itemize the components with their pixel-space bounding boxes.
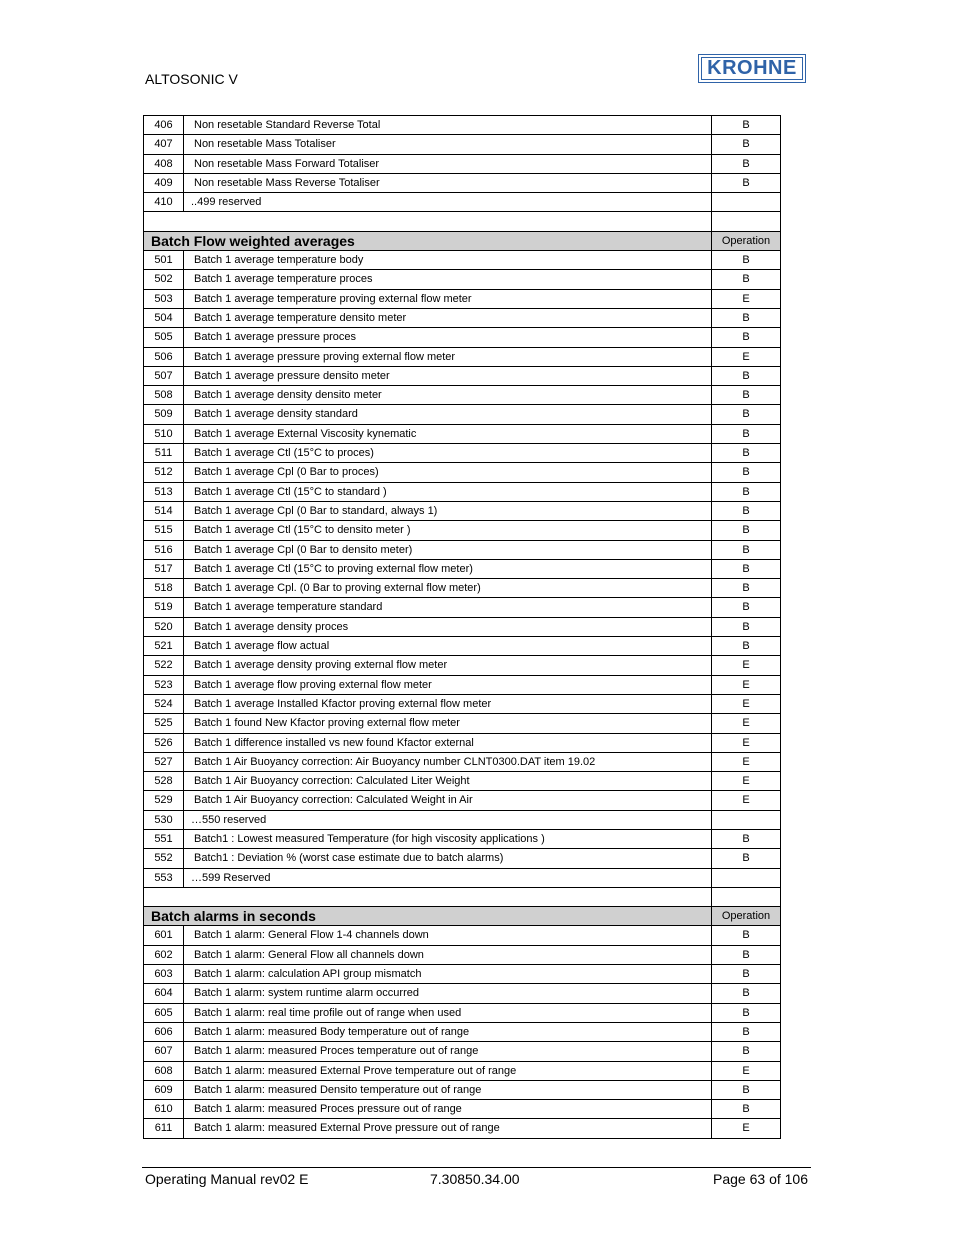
- operation-mode: B: [712, 559, 781, 578]
- register-description: Batch 1 difference installed vs new found Kfactor external: [184, 733, 712, 752]
- footer-doc-number: 7.30850.34.00: [430, 1171, 520, 1187]
- operation-mode: B: [712, 926, 781, 945]
- operation-mode: B: [712, 521, 781, 540]
- operation-mode: B: [712, 965, 781, 984]
- operation-mode: B: [712, 598, 781, 617]
- register-number: 608: [144, 1061, 184, 1080]
- operation-mode: B: [712, 1080, 781, 1099]
- register-number: 518: [144, 579, 184, 598]
- register-number: 552: [144, 849, 184, 868]
- operation-mode: B: [712, 849, 781, 868]
- register-number: 529: [144, 791, 184, 810]
- operation-mode: E: [712, 694, 781, 713]
- register-description: Batch 1 Air Buoyancy correction: Air Buoyancy number CLNT0300.DAT item 19.02: [184, 752, 712, 771]
- operation-mode: E: [712, 714, 781, 733]
- register-description: Batch 1 alarm: General Flow 1-4 channels down: [184, 926, 712, 945]
- register-number: 517: [144, 559, 184, 578]
- register-number: 510: [144, 424, 184, 443]
- register-description: Batch 1 alarm: measured Proces pressure out of range: [184, 1100, 712, 1119]
- register-number: 502: [144, 270, 184, 289]
- register-description: Batch 1 Air Buoyancy correction: Calculated Weight in Air: [184, 791, 712, 810]
- section-title: Batch alarms in seconds: [144, 907, 712, 926]
- table-row: [144, 656, 781, 675]
- register-description: …599 Reserved: [184, 868, 712, 887]
- register-number: 513: [144, 482, 184, 501]
- table-row: [144, 810, 781, 829]
- register-description: Batch 1 average density proving external flow meter: [184, 656, 712, 675]
- operation-mode: B: [712, 424, 781, 443]
- register-description: Batch 1 average flow proving external flow meter: [184, 675, 712, 694]
- register-number: 521: [144, 637, 184, 656]
- document-title: ALTOSONIC V: [145, 71, 238, 87]
- section-header-row: [144, 231, 781, 250]
- table-row: [144, 926, 781, 945]
- register-description: Batch 1 average Ctl (15°C to standard ): [184, 482, 712, 501]
- logo-text: KROHNE: [701, 57, 803, 80]
- register-description: Batch 1 average temperature proces: [184, 270, 712, 289]
- register-description: Batch1 : Deviation % (worst case estimate due to batch alarms): [184, 849, 712, 868]
- operation-mode: B: [712, 1003, 781, 1022]
- register-number: 505: [144, 328, 184, 347]
- table-row: [144, 694, 781, 713]
- blank-cell: [712, 887, 781, 906]
- register-description: Batch 1 average temperature standard: [184, 598, 712, 617]
- operation-mode: B: [712, 1022, 781, 1041]
- register-number: 524: [144, 694, 184, 713]
- register-number: 528: [144, 772, 184, 791]
- register-description: Batch 1 found New Kfactor proving external flow meter: [184, 714, 712, 733]
- operation-mode: E: [712, 289, 781, 308]
- register-description: Batch 1 average Cpl (0 Bar to proces): [184, 463, 712, 482]
- register-number: 406: [144, 116, 184, 135]
- register-description: Batch 1 average Cpl (0 Bar to densito meter): [184, 540, 712, 559]
- table-row: [144, 1003, 781, 1022]
- table-row: [144, 1061, 781, 1080]
- register-description: Batch 1 alarm: calculation API group mismatch: [184, 965, 712, 984]
- table-row: [144, 868, 781, 887]
- register-description: Batch 1 average pressure densito meter: [184, 366, 712, 385]
- table-row: [144, 154, 781, 173]
- register-number: 519: [144, 598, 184, 617]
- register-description: Batch 1 average Ctl (15°C to proving external flow meter): [184, 559, 712, 578]
- register-description: Batch 1 alarm: measured Proces temperature out of range: [184, 1042, 712, 1061]
- table-row: [144, 270, 781, 289]
- register-description: Non resetable Mass Reverse Totaliser: [184, 173, 712, 192]
- operation-column-header: Operation: [712, 907, 781, 926]
- register-number: 503: [144, 289, 184, 308]
- register-number: 601: [144, 926, 184, 945]
- register-description: Batch1 : Lowest measured Temperature (for high viscosity applications ): [184, 829, 712, 848]
- table-row: [144, 424, 781, 443]
- register-description: ..499 reserved: [184, 193, 712, 212]
- table-row: [144, 540, 781, 559]
- register-description: Non resetable Mass Forward Totaliser: [184, 154, 712, 173]
- register-description: Batch 1 alarm: measured Body temperature out of range: [184, 1022, 712, 1041]
- register-number: 407: [144, 135, 184, 154]
- register-number: 527: [144, 752, 184, 771]
- register-number: 553: [144, 868, 184, 887]
- table-row: [144, 579, 781, 598]
- operation-mode: B: [712, 405, 781, 424]
- table-row: [144, 849, 781, 868]
- table-row: [144, 173, 781, 192]
- operation-mode: E: [712, 772, 781, 791]
- register-description: …550 reserved: [184, 810, 712, 829]
- table-row: [144, 598, 781, 617]
- operation-mode: E: [712, 752, 781, 771]
- register-description: Batch 1 average flow actual: [184, 637, 712, 656]
- register-number: 515: [144, 521, 184, 540]
- table-row: [144, 1080, 781, 1099]
- register-number: 512: [144, 463, 184, 482]
- register-number: 522: [144, 656, 184, 675]
- section-title: Batch Flow weighted averages: [144, 231, 712, 250]
- register-number: 607: [144, 1042, 184, 1061]
- table-row: [144, 637, 781, 656]
- register-number: 501: [144, 251, 184, 270]
- blank-row: [144, 887, 781, 906]
- operation-mode: B: [712, 540, 781, 559]
- register-description: Batch 1 alarm: measured Densito temperature out of range: [184, 1080, 712, 1099]
- operation-mode: E: [712, 733, 781, 752]
- register-number: 507: [144, 366, 184, 385]
- section-header-row: [144, 907, 781, 926]
- operation-mode: B: [712, 829, 781, 848]
- table-row: [144, 965, 781, 984]
- register-number: 410: [144, 193, 184, 212]
- register-number: 609: [144, 1080, 184, 1099]
- register-description: Batch 1 average density standard: [184, 405, 712, 424]
- table-row: [144, 984, 781, 1003]
- register-number: 520: [144, 617, 184, 636]
- operation-mode: B: [712, 444, 781, 463]
- operation-mode: B: [712, 617, 781, 636]
- register-description: Batch 1 average Ctl (15°C to proces): [184, 444, 712, 463]
- table-row: [144, 714, 781, 733]
- operation-mode: E: [712, 1119, 781, 1138]
- operation-mode: B: [712, 637, 781, 656]
- table-row: [144, 772, 781, 791]
- footer-divider: [142, 1167, 811, 1168]
- register-description: Batch 1 alarm: measured External Prove temperature out of range: [184, 1061, 712, 1080]
- operation-mode: B: [712, 135, 781, 154]
- register-number: 408: [144, 154, 184, 173]
- register-table: [143, 115, 781, 1139]
- table-row: [144, 289, 781, 308]
- operation-mode: B: [712, 482, 781, 501]
- operation-mode: E: [712, 1061, 781, 1080]
- register-description: Batch 1 average pressure proving external flow meter: [184, 347, 712, 366]
- register-description: Batch 1 average Cpl (0 Bar to standard, always 1): [184, 501, 712, 520]
- register-number: 516: [144, 540, 184, 559]
- register-description: Batch 1 alarm: General Flow all channels down: [184, 945, 712, 964]
- register-description: Batch 1 average temperature densito meter: [184, 308, 712, 327]
- register-number: 511: [144, 444, 184, 463]
- register-description: Batch 1 alarm: measured External Prove pressure out of range: [184, 1119, 712, 1138]
- register-number: 604: [144, 984, 184, 1003]
- register-description: Non resetable Mass Totaliser: [184, 135, 712, 154]
- operation-mode: B: [712, 945, 781, 964]
- operation-mode: B: [712, 308, 781, 327]
- table-row: [144, 444, 781, 463]
- table-row: [144, 366, 781, 385]
- operation-mode: B: [712, 1100, 781, 1119]
- register-description: Batch 1 average pressure proces: [184, 328, 712, 347]
- operation-mode: B: [712, 463, 781, 482]
- table-row: [144, 251, 781, 270]
- table-row: [144, 791, 781, 810]
- operation-mode: [712, 868, 781, 887]
- table-row: [144, 1119, 781, 1138]
- register-description: Batch 1 average temperature proving external flow meter: [184, 289, 712, 308]
- register-number: 508: [144, 386, 184, 405]
- table-row: [144, 135, 781, 154]
- table-row: [144, 405, 781, 424]
- blank-cell: [712, 212, 781, 231]
- table-row: [144, 733, 781, 752]
- table-row: [144, 559, 781, 578]
- table-row: [144, 1100, 781, 1119]
- register-number: 514: [144, 501, 184, 520]
- operation-mode: B: [712, 328, 781, 347]
- register-description: Batch 1 alarm: real time profile out of range when used: [184, 1003, 712, 1022]
- register-description: Batch 1 average Ctl (15°C to densito meter ): [184, 521, 712, 540]
- operation-mode: E: [712, 347, 781, 366]
- operation-mode: E: [712, 675, 781, 694]
- table-row: [144, 752, 781, 771]
- blank-cell: [144, 212, 712, 231]
- blank-row: [144, 212, 781, 231]
- table-row: [144, 829, 781, 848]
- register-description: Non resetable Standard Reverse Total: [184, 116, 712, 135]
- operation-mode: B: [712, 386, 781, 405]
- footer-manual-rev: Operating Manual rev02 E: [145, 1171, 309, 1187]
- operation-mode: B: [712, 579, 781, 598]
- register-number: 551: [144, 829, 184, 848]
- table-row: [144, 945, 781, 964]
- register-number: 602: [144, 945, 184, 964]
- table-row: [144, 617, 781, 636]
- table-row: [144, 193, 781, 212]
- table-row: [144, 386, 781, 405]
- register-number: 603: [144, 965, 184, 984]
- operation-mode: B: [712, 173, 781, 192]
- operation-mode: [712, 193, 781, 212]
- table-row: [144, 116, 781, 135]
- register-number: 409: [144, 173, 184, 192]
- operation-mode: B: [712, 501, 781, 520]
- register-number: 506: [144, 347, 184, 366]
- footer-page-number: Page 63 of 106: [713, 1171, 808, 1187]
- blank-cell: [144, 887, 712, 906]
- register-number: 523: [144, 675, 184, 694]
- table-row: [144, 347, 781, 366]
- operation-mode: E: [712, 791, 781, 810]
- operation-mode: B: [712, 1042, 781, 1061]
- operation-mode: E: [712, 656, 781, 675]
- register-description: Batch 1 average density proces: [184, 617, 712, 636]
- table-row: [144, 1022, 781, 1041]
- register-description: Batch 1 average density densito meter: [184, 386, 712, 405]
- table-row: [144, 482, 781, 501]
- register-description: Batch 1 average temperature body: [184, 251, 712, 270]
- operation-mode: B: [712, 366, 781, 385]
- table-row: [144, 675, 781, 694]
- table-row: [144, 521, 781, 540]
- register-description: Batch 1 average Cpl. (0 Bar to proving external flow meter): [184, 579, 712, 598]
- operation-mode: B: [712, 984, 781, 1003]
- register-number: 504: [144, 308, 184, 327]
- register-description: Batch 1 average External Viscosity kynematic: [184, 424, 712, 443]
- register-table-body: [144, 116, 781, 1139]
- register-number: 606: [144, 1022, 184, 1041]
- operation-mode: [712, 810, 781, 829]
- operation-column-header: Operation: [712, 231, 781, 250]
- operation-mode: B: [712, 270, 781, 289]
- register-number: 530: [144, 810, 184, 829]
- operation-mode: B: [712, 154, 781, 173]
- table-row: [144, 328, 781, 347]
- register-description: Batch 1 alarm: system runtime alarm occurred: [184, 984, 712, 1003]
- register-description: Batch 1 Air Buoyancy correction: Calculated Liter Weight: [184, 772, 712, 791]
- table-row: [144, 1042, 781, 1061]
- register-number: 611: [144, 1119, 184, 1138]
- krohne-logo: [698, 54, 806, 83]
- register-number: 605: [144, 1003, 184, 1022]
- register-number: 526: [144, 733, 184, 752]
- register-number: 525: [144, 714, 184, 733]
- table-row: [144, 501, 781, 520]
- register-description: Batch 1 average Installed Kfactor proving external flow meter: [184, 694, 712, 713]
- register-number: 509: [144, 405, 184, 424]
- operation-mode: B: [712, 251, 781, 270]
- operation-mode: B: [712, 116, 781, 135]
- table-row: [144, 463, 781, 482]
- register-number: 610: [144, 1100, 184, 1119]
- table-row: [144, 308, 781, 327]
